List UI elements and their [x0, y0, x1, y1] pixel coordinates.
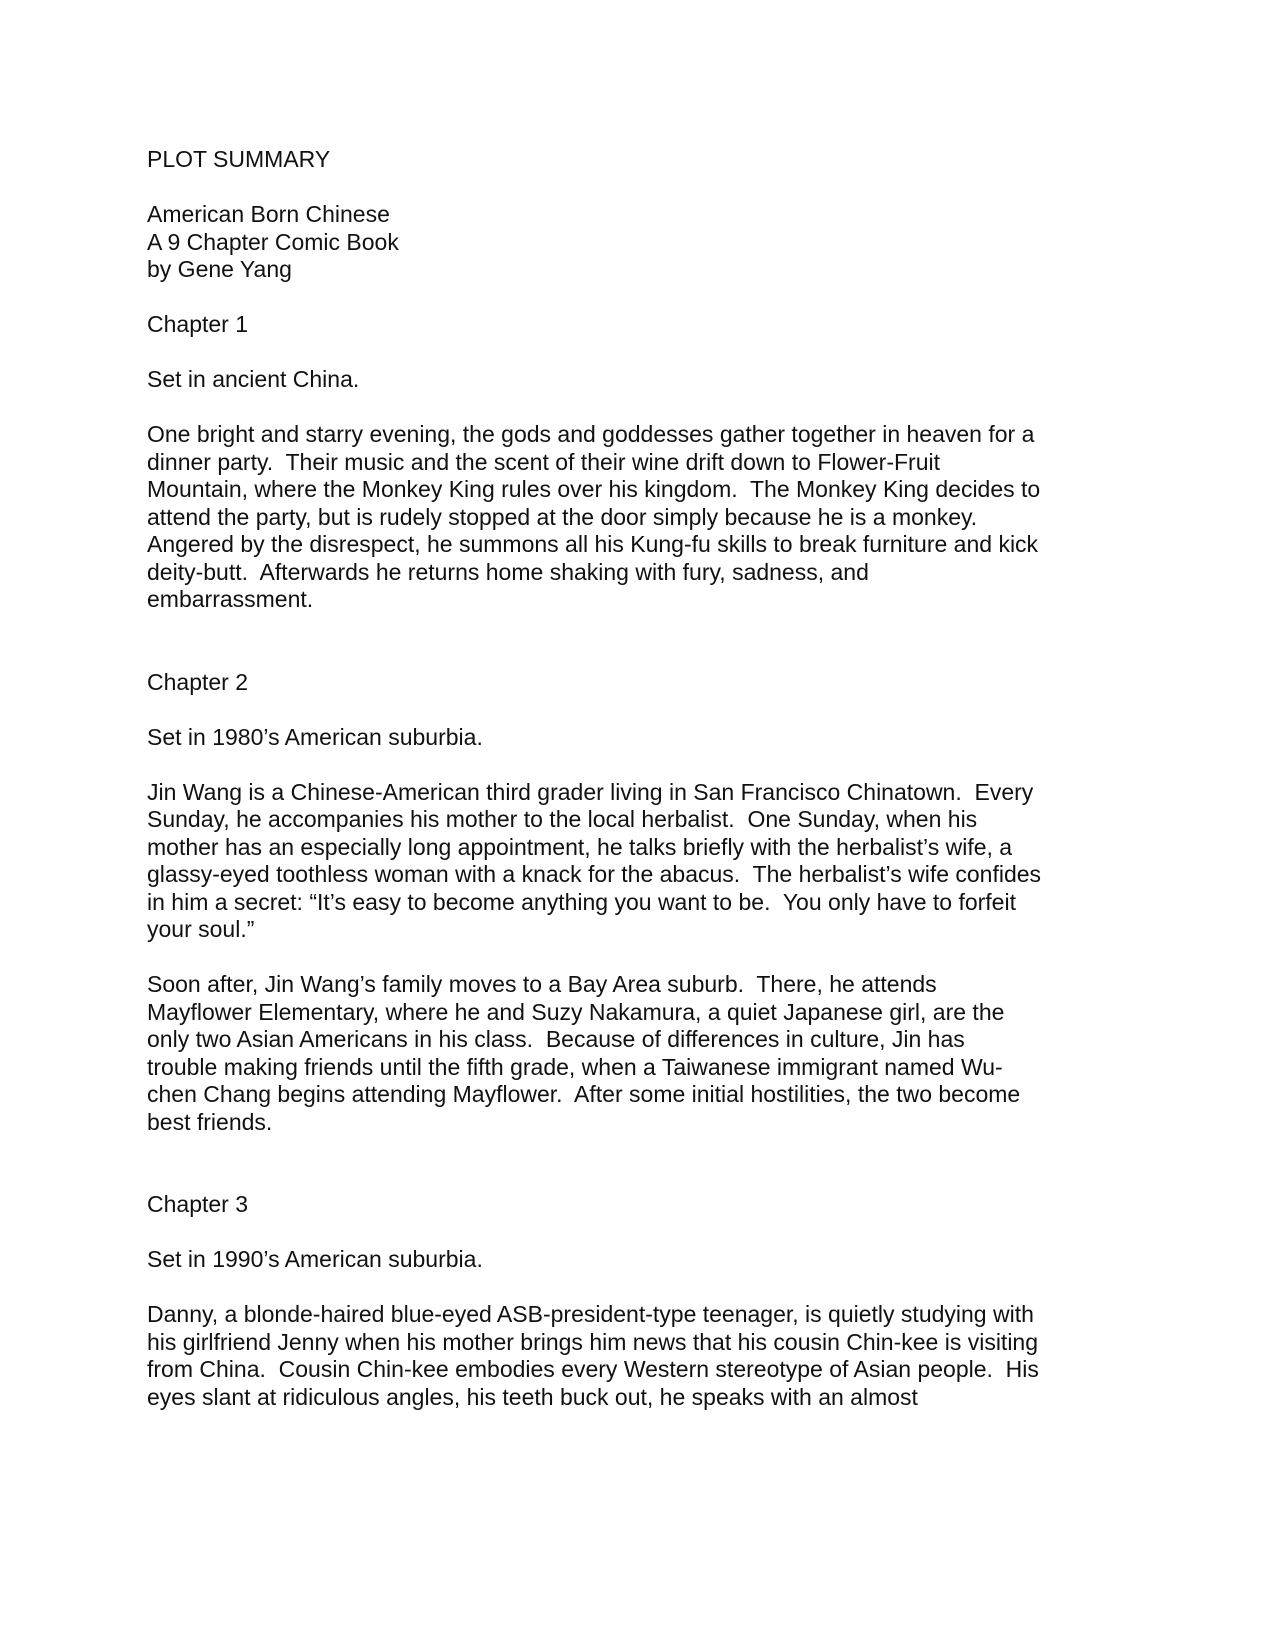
- text-line: glassy-eyed toothless woman with a knack for the abacus. The herbalist’s wife confides: [147, 861, 1042, 887]
- chapter-paragraph: [147, 779, 1137, 944]
- chapter-setting: [147, 1246, 1137, 1274]
- chapter-heading: [147, 311, 1137, 339]
- chapter-1-heading: Chapter 1: [147, 311, 249, 337]
- chapter-heading: [147, 1191, 1137, 1219]
- text-line: Angered by the disrespect, he summons all his Kung-fu skills to break furniture and kick: [147, 531, 1039, 557]
- chapter-paragraph: [147, 1301, 1137, 1411]
- text-line: your soul.”: [147, 916, 255, 942]
- page-title: [147, 146, 1137, 174]
- book-author: by Gene Yang: [147, 256, 292, 282]
- chapter-setting: [147, 366, 1137, 394]
- book-info: [147, 201, 1137, 284]
- text-line: attend the party, but is rudely stopped at the door simply because he is a monkey.: [147, 503, 978, 530]
- chapter-paragraph: [147, 421, 1137, 614]
- chapter-paragraph: [147, 971, 1137, 1136]
- chapter-1-setting: Set in ancient China.: [147, 366, 360, 392]
- text-line: his girlfriend Jenny when his mother brings him news that his cousin Chin-kee is visiting: [147, 1328, 1039, 1355]
- text-line: trouble making friends until the fifth grade, when a Taiwanese immigrant named Wu-: [147, 1053, 1003, 1080]
- chapter-3-setting: Set in 1990’s American suburbia.: [147, 1246, 483, 1272]
- chapter-heading: [147, 669, 1137, 697]
- text-line: best friends.: [147, 1108, 273, 1135]
- text-line: dinner party. Their music and the scent of their wine drift down to Flower-Fruit: [147, 448, 940, 475]
- text-line: from China. Cousin Chin-kee embodies every Western stereotype of Asian people. His: [147, 1356, 1039, 1382]
- book-subtitle: A 9 Chapter Comic Book: [147, 228, 399, 255]
- text-line: chen Chang begins attending Mayflower. After some initial hostilities, the two become: [147, 1081, 1021, 1107]
- chapter-2-heading: Chapter 2: [147, 668, 249, 695]
- chapter-2-setting: Set in 1980’s American suburbia.: [147, 723, 483, 750]
- text-line: eyes slant at ridiculous angles, his teeth buck out, he speaks with an almost: [147, 1383, 918, 1410]
- text-line: Jin Wang is a Chinese-American third grader living in San Francisco Chinatown. Every: [147, 778, 1034, 805]
- text-line: Soon after, Jin Wang’s family moves to a Bay Area suburb. There, he attends: [147, 971, 937, 997]
- chapter-3-heading: Chapter 3: [147, 1191, 249, 1217]
- text-line: Mountain, where the Monkey King rules over his kingdom. The Monkey King decides to: [147, 476, 1041, 502]
- page-title-text: PLOT SUMMARY: [147, 146, 331, 172]
- text-line: Danny, a blonde-haired blue-eyed ASB-president-type teenager, is quietly studying with: [147, 1301, 1034, 1327]
- text-line: Sunday, he accompanies his mother to the local herbalist. One Sunday, when his: [147, 806, 978, 832]
- text-line: mother has an especially long appointment, he talks briefly with the herbalist’s wife, a: [147, 833, 1013, 860]
- document-body: [147, 146, 1137, 1439]
- text-line: in him a secret: “It’s easy to become anything you want to be. You only have to forfeit: [147, 888, 1016, 915]
- text-line: embarrassment.: [147, 586, 314, 612]
- text-line: One bright and starry evening, the gods and goddesses gather together in heaven for a: [147, 421, 1035, 447]
- text-line: deity-butt. Afterwards he returns home shaking with fury, sadness, and: [147, 558, 869, 585]
- chapter-setting: [147, 724, 1137, 752]
- text-line: only two Asian Americans in his class. Because of differences in culture, Jin has: [147, 1026, 965, 1052]
- book-title: American Born Chinese: [147, 201, 390, 227]
- text-line: Mayflower Elementary, where he and Suzy Nakamura, a quiet Japanese girl, are the: [147, 998, 1005, 1025]
